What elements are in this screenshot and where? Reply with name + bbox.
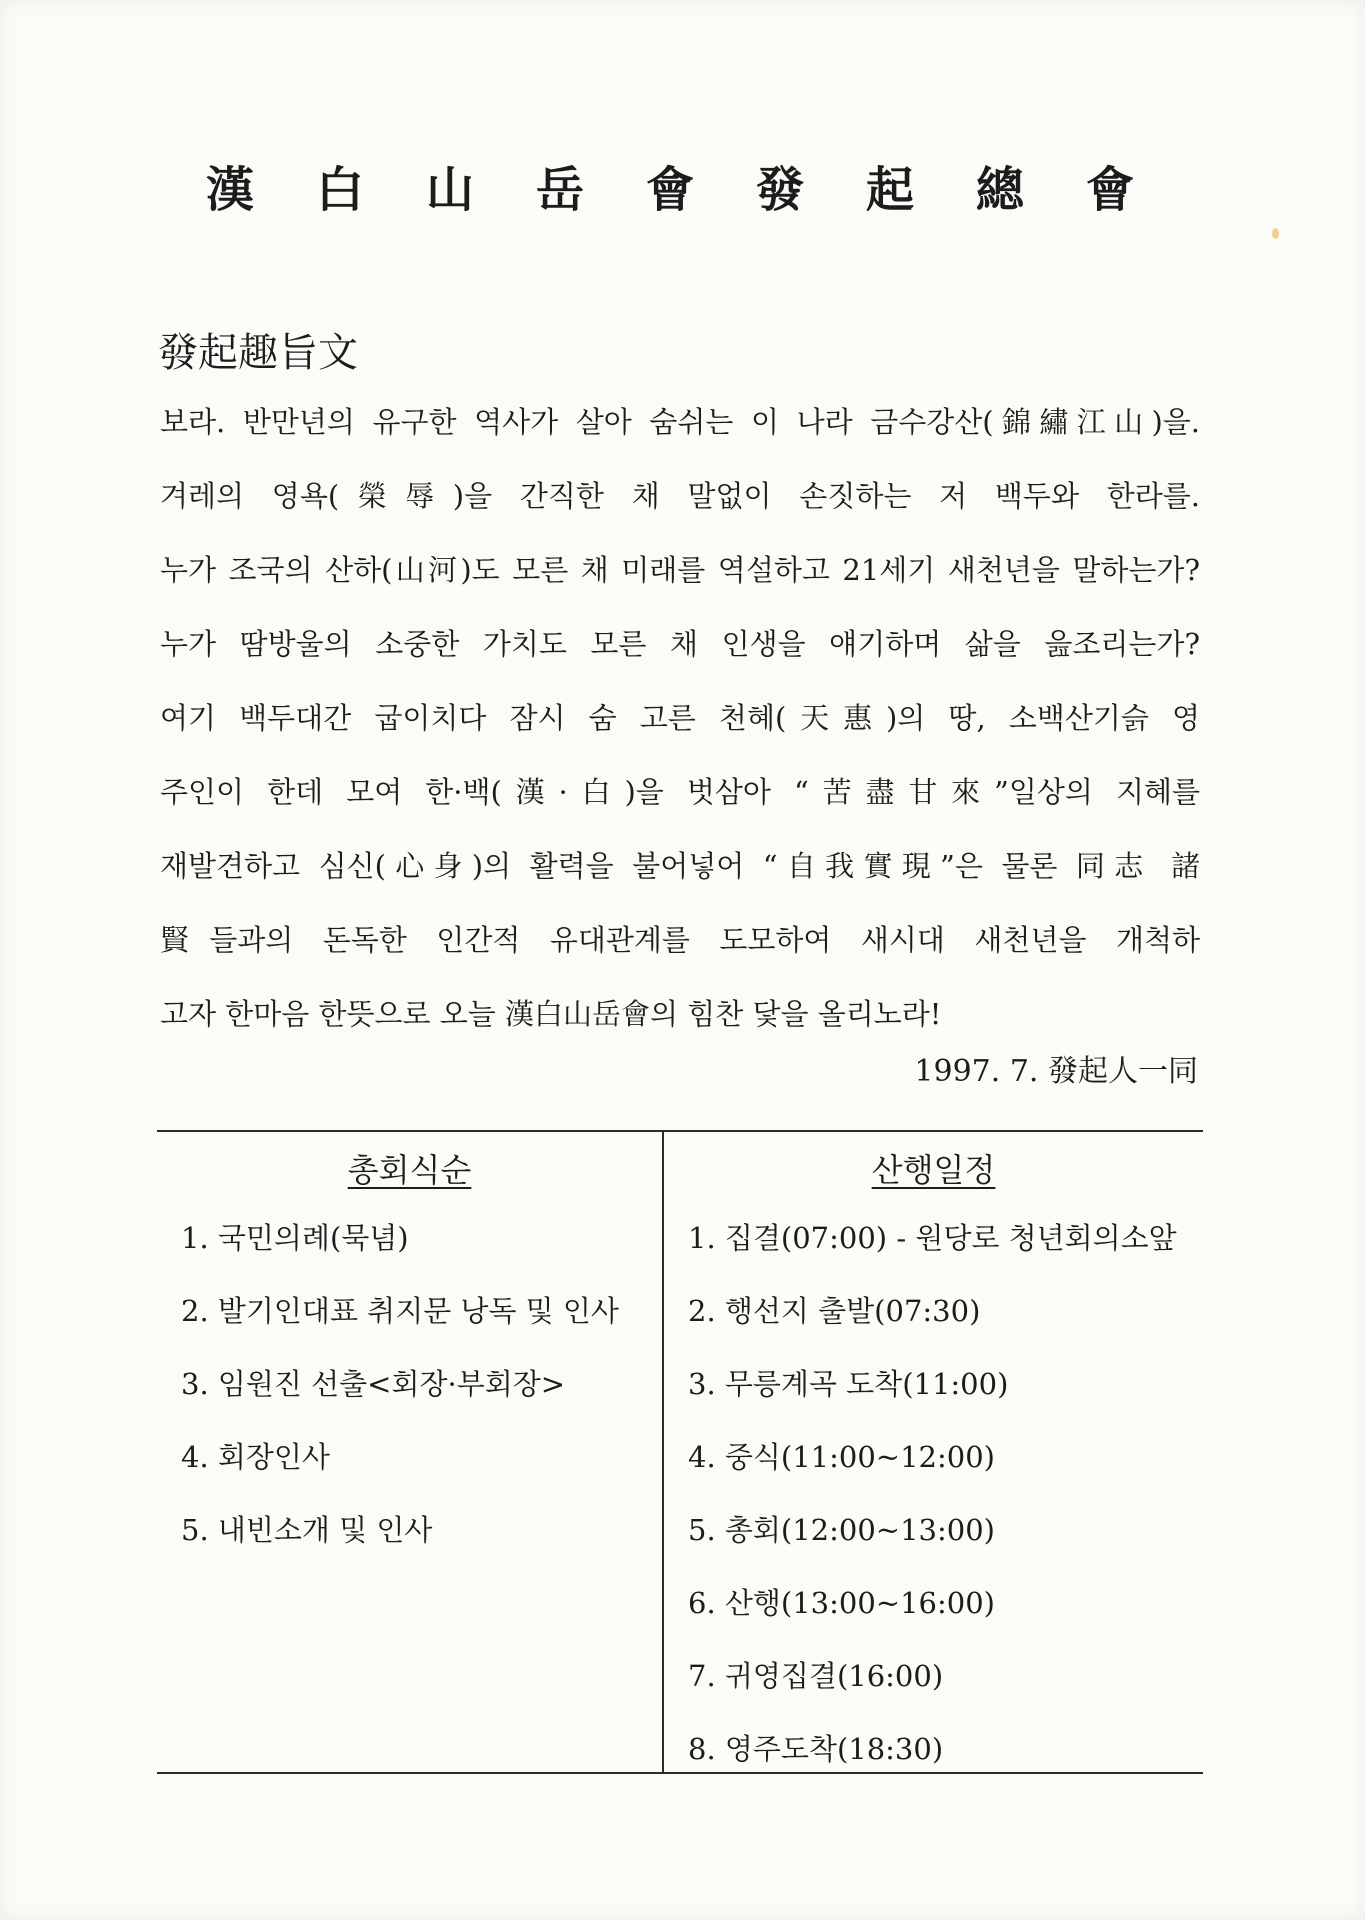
ceremony-list [181,1202,656,1567]
ceremony-heading [157,1144,662,1196]
title-char: 山 [425,162,474,218]
title-char: 會 [645,162,694,218]
purpose-line: 겨레의 영욕(榮辱)을 간직한 채 말없이 손짓하는 저 백두와 한라를. [160,479,1200,513]
hiking-list [688,1202,1197,1786]
hiking-column [664,1132,1203,1772]
list-item: 2. 행선지 출발(07:30) [688,1294,981,1328]
purpose-line: 고자 한마음 한뜻으로 오늘 漢白山岳會의 힘찬 닻을 올리노라! [160,997,942,1031]
ceremony-column [157,1132,664,1772]
purpose-line: 주인이 한데 모여 한·백(漢·白)을 벗삼아 “苦盡甘來”일상의 지혜를 [160,775,1200,809]
list-item: 2. 발기인대표 취지문 낭독 및 인사 [181,1294,619,1328]
list-item: 5. 총회(12:00~13:00) [688,1513,995,1547]
purpose-line: 보라. 반만년의 유구한 역사가 살아 숨쉬는 이 나라 금수강산(錦繡江山)을. [160,405,1200,439]
title-char: 會 [1085,162,1134,218]
title-char: 起 [865,162,914,218]
hiking-heading [664,1144,1203,1196]
title-char: 發 [755,162,804,218]
purpose-line: 누가 조국의 산하(山河)도 모른 채 미래를 역설하고 21세기 새천년을 말하는가? [160,553,1200,587]
title-char: 漢 [205,162,254,218]
title-char: 總 [975,162,1024,218]
title-char: 岳 [535,162,584,218]
document-title [200,150,1140,230]
purpose-line: 누가 땀방울의 소중한 가치도 모른 채 인생을 얘기하며 삶을 읊조리는가? [160,627,1200,661]
ceremony-heading-text: 총회식순 [347,1151,472,1189]
title-char: 白 [315,162,364,218]
schedule-table [157,1130,1203,1774]
purpose-statement [160,392,1200,1058]
list-item: 4. 중식(11:00~12:00) [688,1440,995,1474]
paper-stain [1272,228,1279,239]
list-item: 1. 국민의례(묵념) [181,1221,409,1255]
list-item: 1. 집결(07:00) - 원당로 청년회의소앞 [688,1221,1177,1255]
list-item: 8. 영주도착(18:30) [688,1732,944,1766]
list-item: 3. 임원진 선출<회장·부회장> [181,1367,566,1401]
purpose-line: 재발견하고 심신(心身)의 활력을 불어넣어 “自我實現”은 물론 同志 諸 [160,849,1200,883]
purpose-line: 여기 백두대간 굽이치다 잠시 숨 고른 천혜(天惠)의 땅, 소백산기슭 영 [160,701,1200,735]
hiking-heading-text: 산행일정 [871,1151,996,1189]
list-item: 6. 산행(13:00~16:00) [688,1586,995,1620]
list-item: 7. 귀영집결(16:00) [688,1659,944,1693]
list-item: 3. 무릉계곡 도착(11:00) [688,1367,1009,1401]
list-item: 5. 내빈소개 및 인사 [181,1513,433,1547]
list-item: 4. 회장인사 [181,1440,330,1474]
purpose-line: 賢들과의 돈독한 인간적 유대관계를 도모하여 새시대 새천년을 개척하 [160,923,1200,957]
purpose-heading: 發起趣旨文 [158,330,358,376]
signature: 1997. 7. 發起人一同 [914,1054,1198,1089]
